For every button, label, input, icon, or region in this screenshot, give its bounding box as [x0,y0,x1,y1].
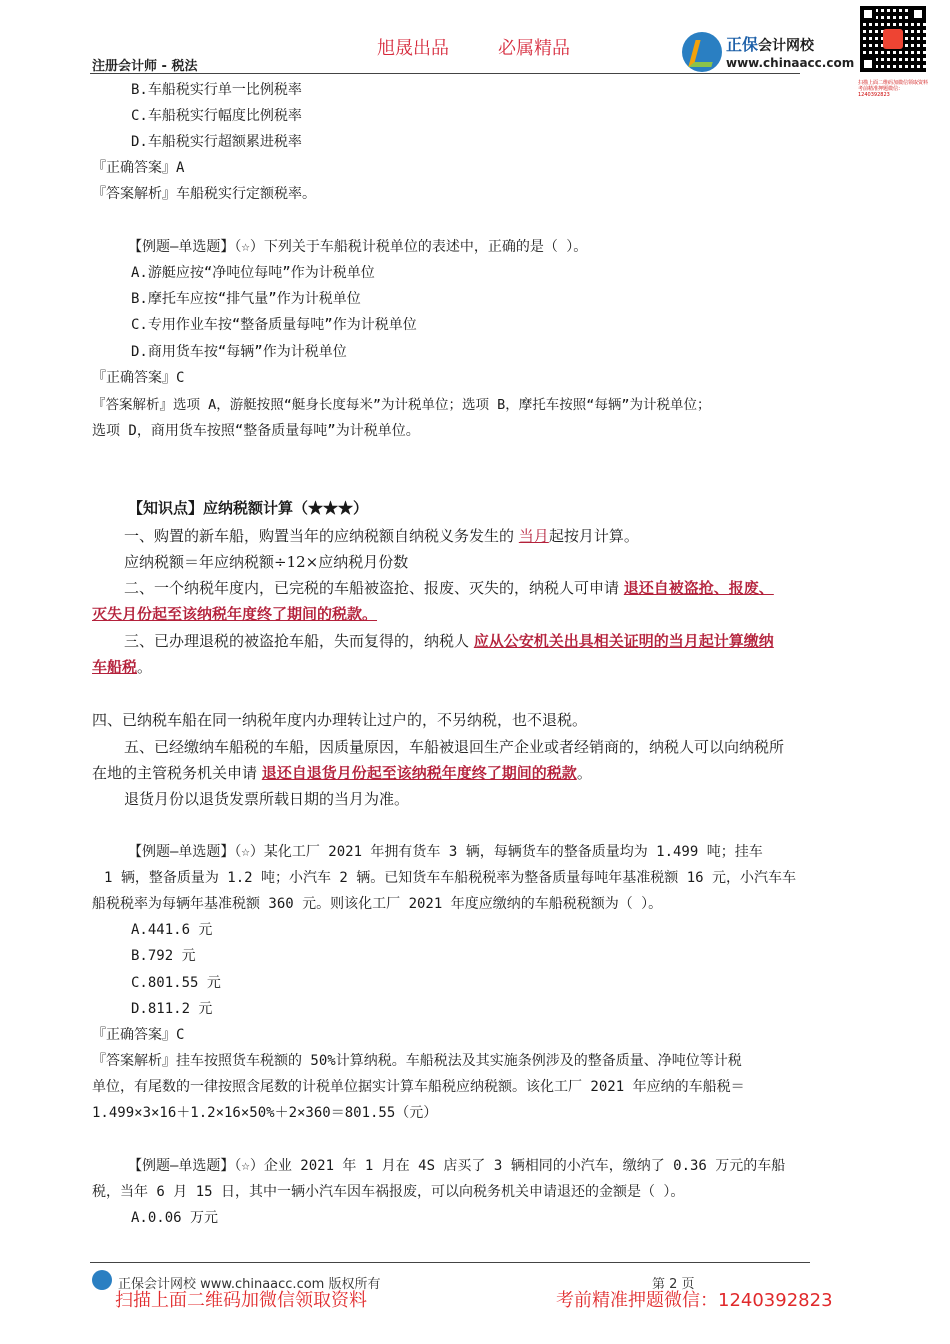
logo-url: www.chinaacc.com [726,56,855,70]
q1-option-c: C.专用作业车按“整备质量每吨”作为计税单位 [131,317,417,333]
q3-line-1: 【例题—单选题】（☆）企业 2021 年 1 月在 4S 店买了 3 辆相同的小汽车，缴纳了 0.36 万元的车船 [128,1158,786,1174]
qr-center-logo-icon [883,29,903,49]
kp-5: 五、已经缴纳车船税的车船，因质量原因，车船被退回生产企业或者经销商的，纳税人可以向纳税所 [124,738,785,756]
kp-5-highlight: 退还自退货月份起至该纳税年度终了期间的税款 [261,764,577,782]
kp-3-text: 三、已办理退税的被盗抢车船，失而复得的，纳税人 [124,632,470,650]
q0-answer: 『正确答案』A [92,160,185,176]
q0-explanation: 『答案解析』车船税实行定额税率。 [92,186,316,202]
q1-option-d: D.商用货车按“每辆”作为计税单位 [131,344,347,360]
chinaacc-logo [682,32,862,76]
logo-mark-icon [682,32,722,72]
q0-option-c: C.车船税实行幅度比例税率 [131,108,302,124]
qr-finder-tl [860,6,876,22]
q2-explanation-2: 单位，有尾数的一律按照含尾数的计税单位据实计算车船税应纳税额。该化工厂 2021 年应纳的车船税＝ [92,1079,745,1095]
q2-option-c: C.801.55 元 [131,975,221,991]
q1-option-b: B.摩托车应按“排气量”作为计税单位 [131,291,361,307]
qr-caption: 扫描上面二维码加微信领取资料 考前精准押题微信：1240392823 [858,80,929,98]
q0-option-d: D.车船税实行超额累进税率 [131,134,302,150]
q2-option-d: D.811.2 元 [131,1001,213,1017]
page-number: 第 2 页 [652,1277,695,1292]
kp-5-cont [92,763,592,783]
footer-logo-icon [92,1270,112,1290]
kp-formula: 应纳税额＝年应纳税额÷12×应纳税月份数 [124,553,409,571]
kp-2-text: 二、一个纳税年度内，已完税的车船被盗抢、报废、灭失的，纳税人可申请 [124,579,620,597]
qr-finder-bl [860,56,876,72]
footer-promo-right: 考前精准押题微信：1240392823 [556,1290,833,1311]
slogan-left: 旭晟出品 [377,38,449,59]
footer-divider [90,1262,810,1263]
kp-5-end: 。 [576,764,592,782]
footer-copyright: 正保会计网校 www.chinaacc.com 版权所有 [118,1277,381,1292]
q2-line-2: 1 辆，整备质量为 1.2 吨；小汽车 2 辆。已知货车车船税税率为整备质量每吨年基准税额 16 元，小汽车车 [104,870,796,886]
q2-line-3: 船税税率为每辆年基准税额 360 元。则该化工厂 2021 年度应缴纳的车船税税额为（ ）。 [92,896,663,912]
kp-3-highlight-2: 车船税 [92,658,138,676]
kp-1-text-end: 起按月计算。 [548,527,639,545]
kp-3 [124,631,774,651]
q3-line-2: 税，当年 6 月 15 日，其中一辆小汽车因车祸报废，可以向税务机关申请退还的金额是（ ）。 [92,1184,685,1200]
kp-1-highlight: 当月 [518,527,549,545]
q2-explanation-3: 1.499×3×16＋1.2×16×50%＋2×360＝801.55（元） [92,1105,438,1121]
q2-answer: 『正确答案』C [92,1027,185,1043]
q0-option-b: B.车船税实行单一比例税率 [131,82,302,98]
kp-2 [124,578,774,598]
logo-name: 正保 [726,35,759,54]
kp-2-highlight-1: 退还自被盗抢、报废、 [623,579,774,597]
q1-option-a: A.游艇应按“净吨位每吨”作为计税单位 [131,265,375,281]
knowledge-point-title: 【知识点】应纳税额计算（★★★） [128,499,369,517]
kp-3-highlight-1: 应从公安机关出具相关证明的当月起计算缴纳 [473,632,774,650]
q2-option-b: B.792 元 [131,948,196,964]
q2-option-a: A.441.6 元 [131,922,213,938]
q1-explanation-2: 选项 D，商用货车按照“整备质量每吨”为计税单位。 [92,423,420,439]
q3-option-a: A.0.06 万元 [131,1210,219,1226]
kp-3-end: 。 [137,658,153,676]
qr-finder-tr [910,6,926,22]
kp-2-cont [92,604,377,624]
q2-explanation-1: 『答案解析』挂车按照货车税额的 50%计算纳税。车船税法及其实施条例涉及的整备质量、净吨位等计税 [92,1053,742,1069]
logo-name-sub: 会计网校 [758,38,815,54]
kp-1-text: 一、购置的新车船，购置当年的应纳税额自纳税义务发生的 [124,527,515,545]
kp-4: 四、已纳税车船在同一纳税年度内办理转让过户的，不另纳税，也不退税。 [92,711,588,729]
q1-explanation-1: 『答案解析』选项 A，游艇按照“艇身长度每米”为计税单位；选项 B，摩托车按照“每辆”为计税单位； [92,397,711,413]
course-title: 注册会计师 - 税法 [92,59,198,74]
kp-1 [124,526,639,546]
q1-answer: 『正确答案』C [92,370,185,386]
footer-promo-left: 扫描上面二维码加微信领取资料 [115,1290,367,1311]
slogan-right: 必属精品 [498,38,570,59]
kp-3-cont [92,657,152,677]
kp-2-highlight-2: 灭失月份起至该纳税年度终了期间的税款。 [92,605,378,623]
q2-line-1: 【例题—单选题】（☆）某化工厂 2021 年拥有货车 3 辆，每辆货车的整备质量均为 1.499 吨；挂车 [128,844,763,860]
q1-title: 【例题—单选题】（☆）下列关于车船税计税单位的表述中，正确的是（ ）。 [128,239,588,255]
kp-6: 退货月份以退货发票所载日期的当月为准。 [124,790,410,808]
kp-5-text: 在地的主管税务机关申请 [92,764,258,782]
